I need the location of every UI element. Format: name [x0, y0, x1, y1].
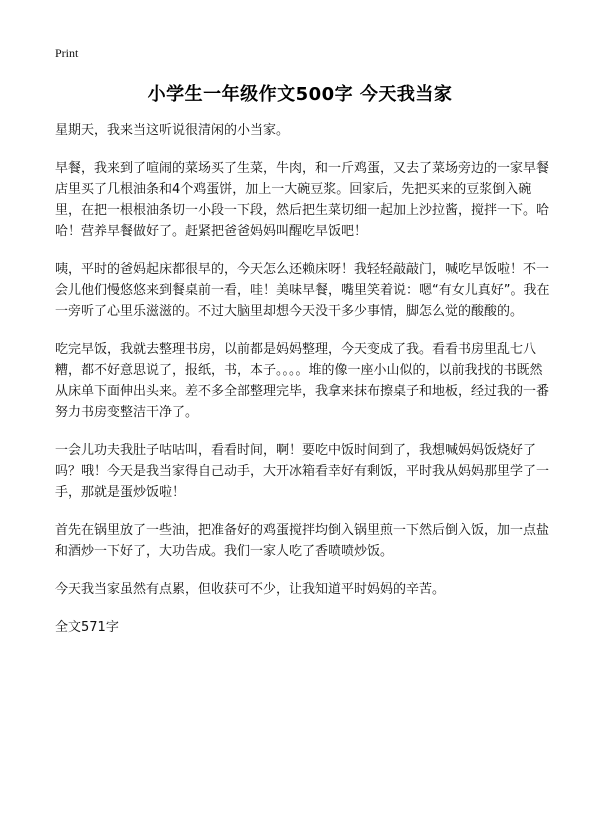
paragraph: 首先在锅里放了一些油，把准备好的鸡蛋搅拌均倒入锅里煎一下然后倒入饭，加一点盐和酒炒一下好了，大功告成。我们一家人吃了香喷喷炒饭。 [55, 523, 550, 559]
print-link[interactable]: Print [55, 46, 79, 60]
paragraph: 早餐，我来到了喧闹的菜场买了生菜，牛肉，和一斤鸡蛋，又去了菜场旁边的一家早餐店里买了几根油条和4个鸡蛋饼，加上一大碗豆浆。回家后，先把买来的豆浆倒入碗里，在把一根根油条切一小段一下段，然后把生菜切细一起加上沙拉酱，搅拌一下。哈哈！营养早餐做好了。赶紧把爸爸妈妈叫醒吃早饭吧！ [55, 161, 550, 239]
article-body [55, 120, 551, 638]
paragraph: 星期天，我来当这听说很清闲的小当家。 [55, 123, 290, 138]
word-count: 全文571字 [55, 620, 119, 635]
article-title: 小学生一年级作文500字 今天我当家 [147, 84, 453, 105]
paragraph: 今天我当家虽然有点累，但收获可不少，让我知道平时妈妈的辛苦。 [55, 582, 446, 597]
paragraph: 吃完早饭，我就去整理书房，以前都是妈妈整理，今天变成了我。看看书房里乱七八糟，都不好意思说了，报纸，书，本子。。。。堆的像一座小山似的，以前我找的书既然从床单下面伸出头来。差不多全部整理完毕，我拿来抹布擦桌子和地板，经过我的一番努力书房变整洁干净了。 [55, 342, 550, 420]
paragraph: 咦，平时的爸妈起床都很早的，今天怎么还赖床呀！我轻轻敲敲门，喊吃早饭啦！不一会儿他们慢悠悠来到餐桌前一看，哇！美味早餐，嘴里笑着说：嗯“有女儿真好”。我在一旁听了心里乐滋滋的。不过大脑里却想今天没干多少事情，脚怎么觉的酸酸的。 [55, 262, 550, 319]
paragraph: 一会儿功夫我肚子咕咕叫，看看时间，啊！要吃中饭时间到了，我想喊妈妈饭烧好了吗？哦！今天是我当家得自己动手，大开冰箱看幸好有剩饭，平时我从妈妈那里学了一手，那就是蛋炒饭啦！ [55, 443, 550, 500]
